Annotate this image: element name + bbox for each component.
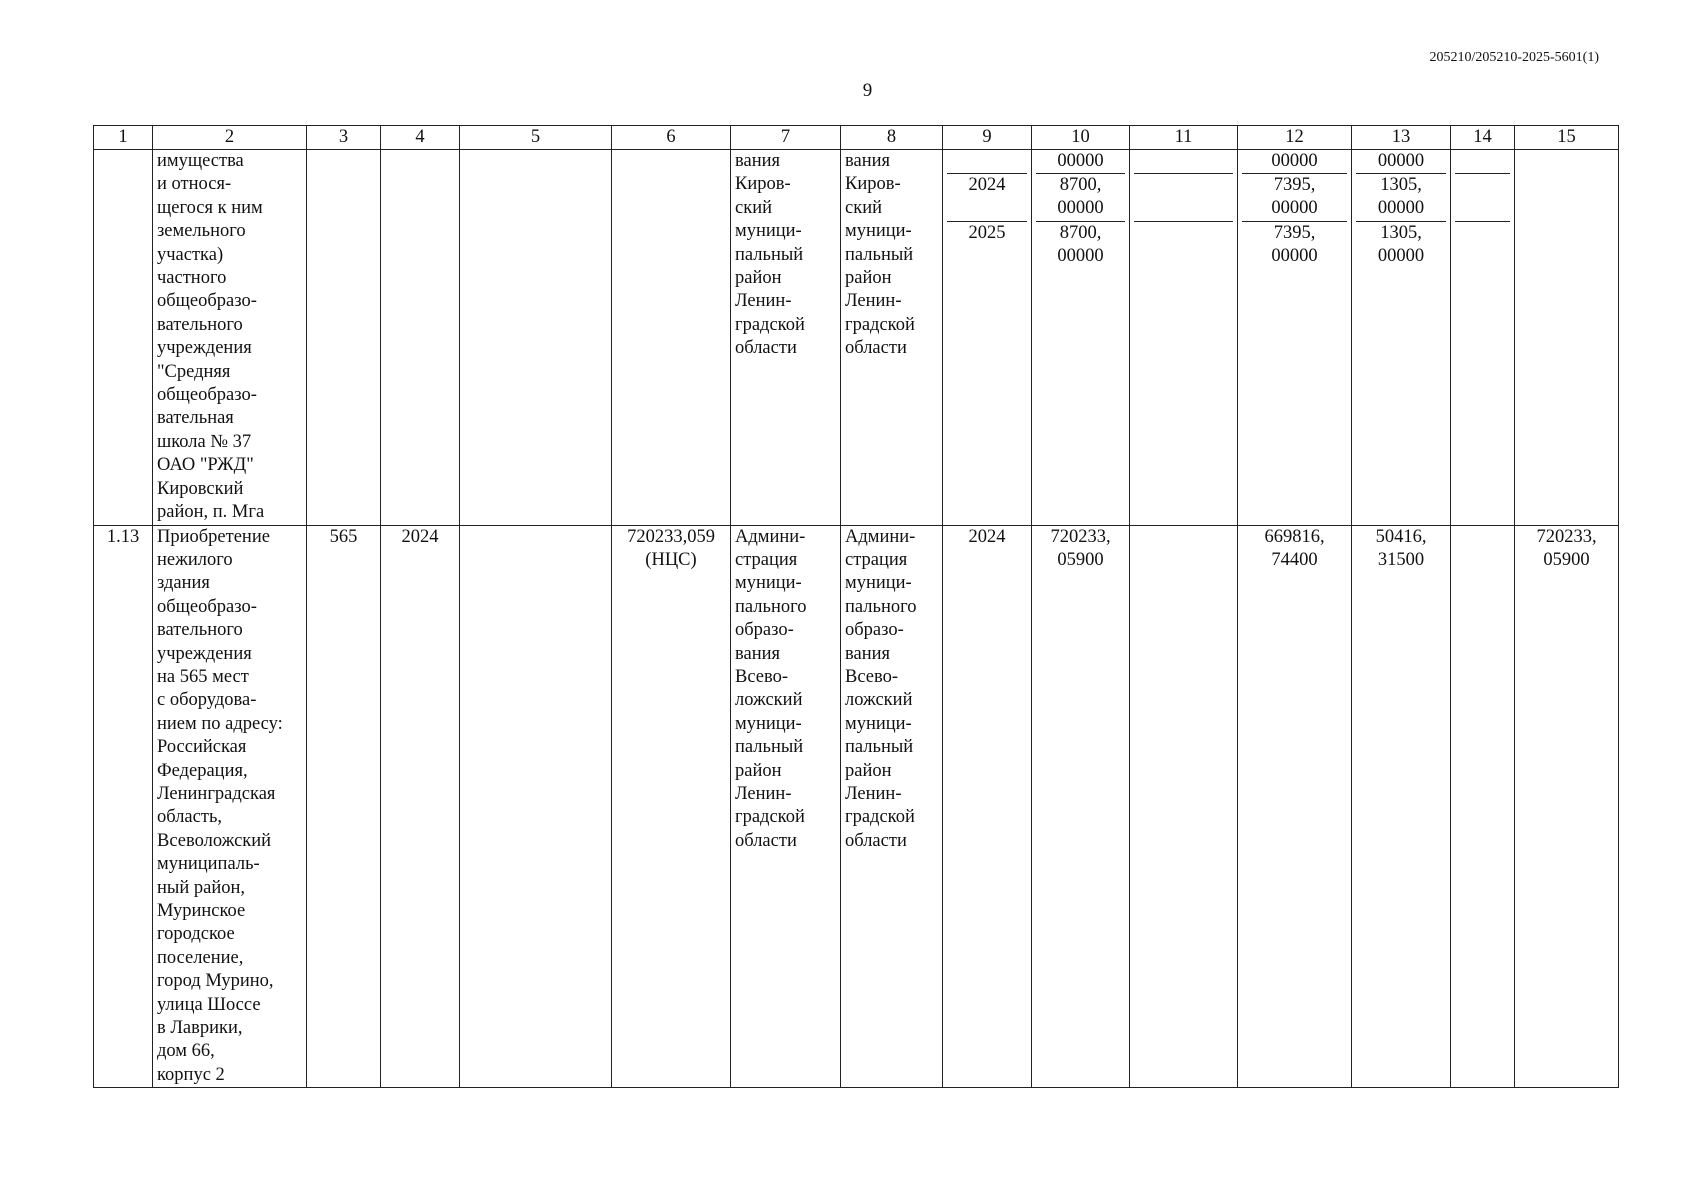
local-amount: 50416, 31500 xyxy=(1352,525,1451,1088)
header-cell: 3 xyxy=(307,126,381,150)
total-amount: 720233, 05900 xyxy=(1032,525,1130,1088)
estimated-cost: 720233,059 (НЦС) xyxy=(612,525,731,1088)
header-cell: 13 xyxy=(1352,126,1451,150)
program-table xyxy=(93,125,1619,1088)
customer: вания Киров- ский муници- пальный район Ленин- градской области xyxy=(731,150,841,526)
header-row xyxy=(94,126,1619,150)
local-cells: 00000 1305, 00000 1305, 00000 xyxy=(1352,150,1451,526)
header-cell: 12 xyxy=(1238,126,1352,150)
customer: Админи- страция муници- пального образо- вания Всево- ложский муници- пальный район Ленин- градской области xyxy=(731,525,841,1088)
header-cell: 4 xyxy=(381,126,460,150)
object-name: Приобретение нежилого здания общеобразо- вательного учреждения на 565 мест с оборудова- нием по адресу: Российская Федерация, Ленинградская область, Всеволожский муниципаль- ный район, Муринское городское поселение, город Мурино, улица Шоссе в Лаврики, дом 66, корпус 2 xyxy=(153,525,307,1088)
header-cell: 7 xyxy=(731,126,841,150)
header-cell: 10 xyxy=(1032,126,1130,150)
federal-cells xyxy=(1130,150,1238,526)
header-cell: 6 xyxy=(612,126,731,150)
row-number: 1.13 xyxy=(94,525,153,1088)
document-id: 205210/205210-2025-5601(1) xyxy=(1429,50,1599,65)
header-cell: 14 xyxy=(1451,126,1515,150)
table-row-continued xyxy=(94,150,1619,526)
other-cells xyxy=(1451,150,1515,526)
table-row-1-13 xyxy=(94,525,1619,1088)
start-year: 2024 xyxy=(381,525,460,1088)
regional-cells: 00000 7395, 00000 7395, 00000 xyxy=(1238,150,1352,526)
header-cell: 1 xyxy=(94,126,153,150)
developer: Админи- страция муници- пального образо- вания Всево- ложский муници- пальный район Ленин- градской области xyxy=(841,525,943,1088)
year: 2024 xyxy=(943,525,1032,1088)
year-cells: 2024 2025 xyxy=(943,150,1032,526)
header-cell: 9 xyxy=(943,126,1032,150)
capacity: 565 xyxy=(307,525,381,1088)
regional-amount: 669816, 74400 xyxy=(1238,525,1352,1088)
developer: вания Киров- ский муници- пальный район Ленин- градской области xyxy=(841,150,943,526)
page-number: 9 xyxy=(862,80,873,101)
total-cells: 00000 8700, 00000 8700, 00000 xyxy=(1032,150,1130,526)
header-cell: 11 xyxy=(1130,126,1238,150)
object-name: имущества и относя- щегося к ним земельного участка) частного общеобразо- вательного учреждения "Средняя общеобразо- вательная школа № 37 ОАО "РЖД" Кировский район, п. Мга xyxy=(153,150,307,526)
header-cell: 2 xyxy=(153,126,307,150)
header-cell: 5 xyxy=(460,126,612,150)
header-cell: 8 xyxy=(841,126,943,150)
grand-total: 720233, 05900 xyxy=(1515,525,1619,1088)
header-cell: 15 xyxy=(1515,126,1619,150)
